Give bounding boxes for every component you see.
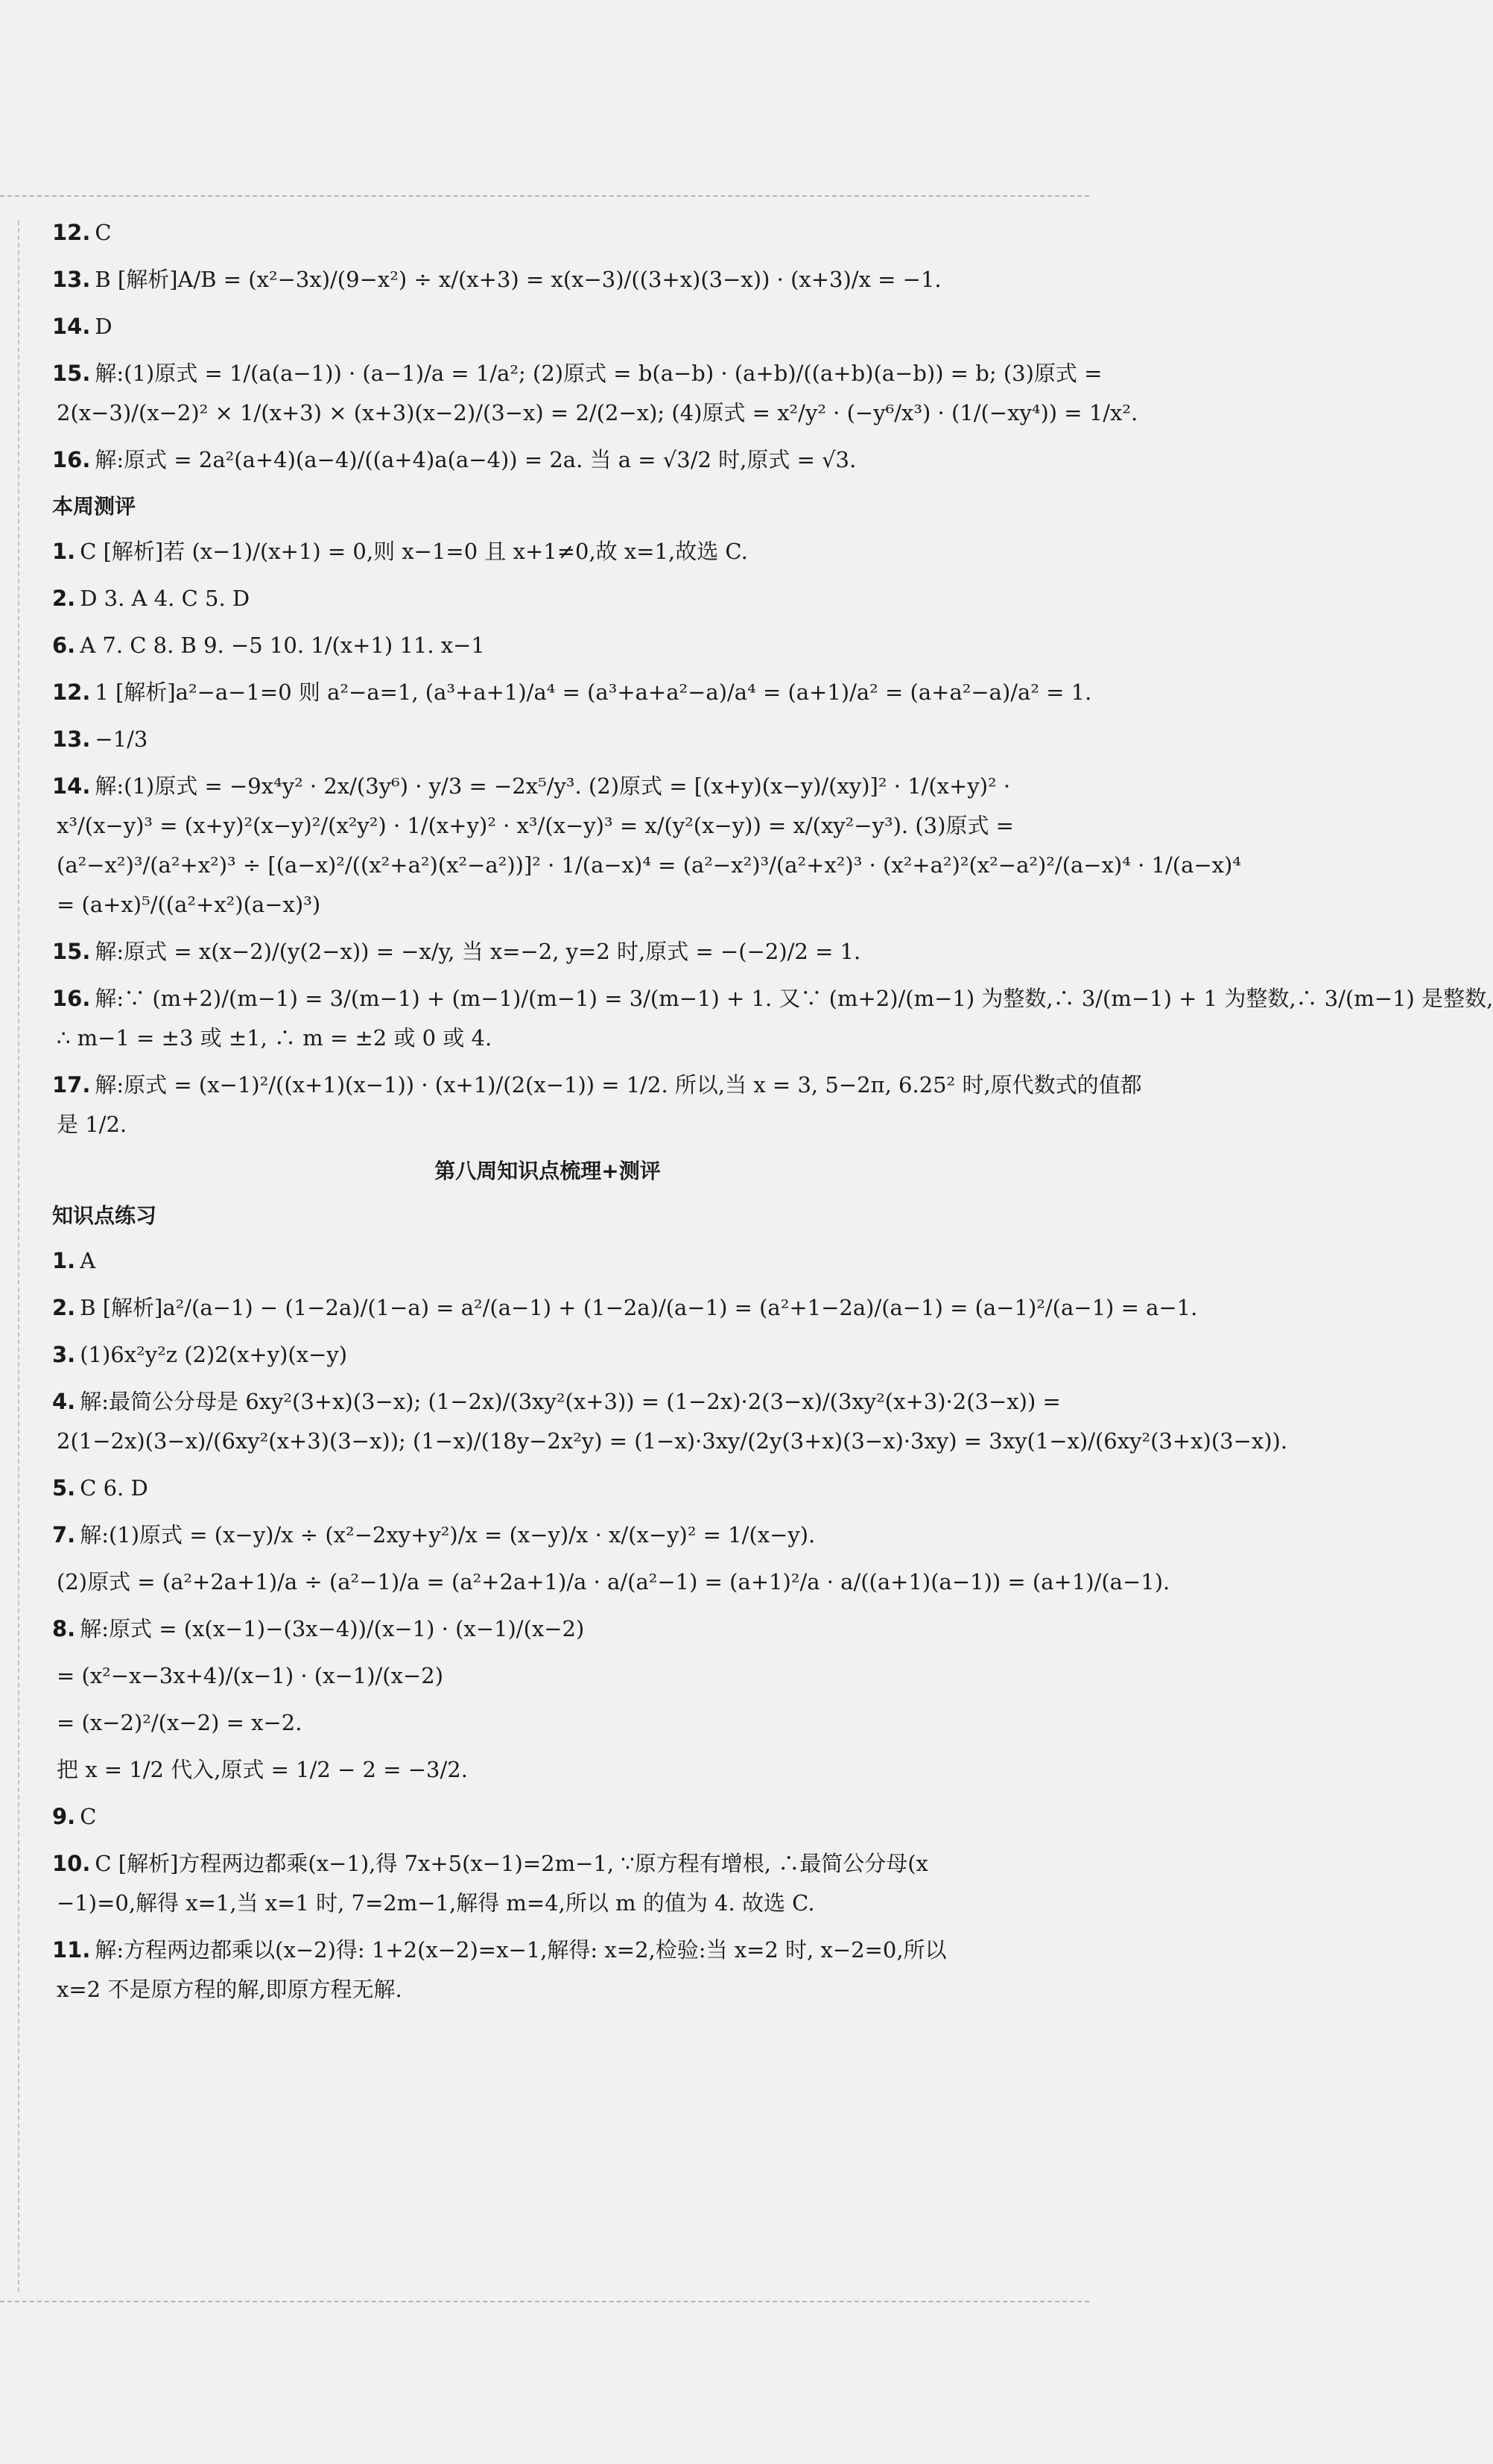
answer-line: 16. 解:∵ (m+2)/(m−1) = 3/(m−1) + (m−1)/(m−1) = 3/(m−1) + 1. 又∵ (m+2)/(m−1) 为整数,∴ 3/(m−1) + 1 为整数,∴ 3/(m−1) 是整数, bbox=[52, 986, 1493, 1011]
answers-before bbox=[52, 216, 1138, 476]
answer-line: 13. −1/3 bbox=[52, 726, 148, 752]
answer-line: 9. C bbox=[52, 1804, 97, 1829]
bottom-divider bbox=[0, 2301, 1089, 2302]
answer-line: 8. 解:原式 = (x(x−1)−(3x−4))/(x−1) · (x−1)/(x−2) bbox=[52, 1616, 585, 1641]
answer-line: 7. 解:(1)原式 = (x−y)/x ÷ (x²−2xy+y²)/x = (x−y)/x · x/(x−y)² = 1/(x−y). bbox=[52, 1522, 816, 1548]
answer-line: 5. C 6. D bbox=[52, 1475, 148, 1501]
answer-line: 2(x−3)/(x−2)² × 1/(x+3) × (x+3)(x−2)/(3−x) = 2/(2−x); (4)原式 = x²/y² · (−y⁶/x³) · (1/(−xy⁴)) = 1/x². bbox=[57, 400, 1138, 425]
answer-line: 2(1−2x)(3−x)/(6xy²(x+3)(3−x)); (1−x)/(18y−2x²y) = (1−x)·3xy/(2y(3+x)(3−x)·3xy) = 3xy(1−x)/(6xy²(3+x)(3−x)). bbox=[57, 1428, 1288, 1454]
section-heading: 本周测评 bbox=[52, 494, 136, 519]
answer-line: 14. D bbox=[52, 314, 112, 339]
answer-line: 2. B [解析]a²/(a−1) − (1−2a)/(1−a) = a²/(a−1) + (1−2a)/(a−1) = (a²+1−2a)/(a−1) = (a−1)²/(a−1) = a−1. bbox=[52, 1295, 1198, 1320]
answer-line: 11. 解:方程两边都乘以(x−2)得: 1+2(x−2)=x−1,解得: x=2,检验:当 x=2 时, x−2=0,所以 bbox=[52, 1937, 947, 1963]
answer-line: 14. 解:(1)原式 = −9x⁴y² · 2x/(3y⁶) · y/3 = −2x⁵/y³. (2)原式 = [(x+y)(x−y)/(xy)]² · 1/(x+y)² · bbox=[52, 773, 1011, 799]
section-heading: 知识点练习 bbox=[52, 1203, 157, 1228]
answer-line: 12. C bbox=[52, 220, 112, 245]
margin-line bbox=[18, 221, 19, 2292]
answer-line: 是 1/2. bbox=[57, 1112, 127, 1137]
answers-weekly-test bbox=[52, 535, 1493, 1141]
answer-line: (2)原式 = (a²+2a+1)/a ÷ (a²−1)/a = (a²+2a+1)/a · a/(a²−1) = (a+1)²/a · a/((a+1)(a−1)) = (a+1)/(a−1). bbox=[57, 1569, 1170, 1594]
answer-line: 10. C [解析]方程两边都乘(x−1),得 7x+5(x−1)=2m−1, ∵原方程有增根, ∴最简公分母(x bbox=[52, 1851, 928, 1876]
top-divider bbox=[0, 195, 1089, 197]
answer-line: x=2 不是原方程的解,即原方程无解. bbox=[57, 1977, 402, 2002]
answer-content bbox=[52, 216, 1493, 2020]
answer-line: (a²−x²)³/(a²+x²)³ ÷ [(a−x)²/((x²+a²)(x²−a²))]² · 1/(a−x)⁴ = (a²−x²)³/(a²+x²)³ · (x²+a²)²(x²−a²)²/(a−x)⁴ · 1/(a−x)⁴ bbox=[57, 852, 1241, 878]
week-title: 第八周知识点梳理+测评 bbox=[434, 1159, 661, 1183]
answer-line: 13. B [解析]A/B = (x²−3x)/(9−x²) ÷ x/(x+3) = x(x−3)/((3+x)(3−x)) · (x+3)/x = −1. bbox=[52, 267, 942, 292]
answer-line: 3. (1)6x²y²z (2)2(x+y)(x−y) bbox=[52, 1342, 348, 1367]
answer-line: 16. 解:原式 = 2a²(a+4)(a−4)/((a+4)a(a−4)) = 2a. 当 a = √3/2 时,原式 = √3. bbox=[52, 447, 857, 472]
answer-line: 1. A bbox=[52, 1248, 96, 1273]
answer-line: 4. 解:最简公分母是 6xy²(3+x)(3−x); (1−2x)/(3xy²(x+3)) = (1−2x)·2(3−x)/(3xy²(x+3)·2(3−x)) = bbox=[52, 1389, 1061, 1414]
answer-line: 17. 解:原式 = (x−1)²/((x+1)(x−1)) · (x+1)/(2(x−1)) = 1/2. 所以,当 x = 3, 5−2π, 6.25² 时,原代数式的值都 bbox=[52, 1072, 1142, 1098]
answer-line: 15. 解:原式 = x(x−2)/(y(2−x)) = −x/y, 当 x=−2, y=2 时,原式 = −(−2)/2 = 1. bbox=[52, 939, 861, 964]
answer-line: 1. C [解析]若 (x−1)/(x+1) = 0,则 x−1=0 且 x+1≠0,故 x=1,故选 C. bbox=[52, 539, 748, 564]
answer-line: = (x²−x−3x+4)/(x−1) · (x−1)/(x−2) bbox=[57, 1663, 444, 1688]
answer-line: = (x−2)²/(x−2) = x−2. bbox=[57, 1710, 302, 1735]
answer-line: −1)=0,解得 x=1,当 x=1 时, 7=2m−1,解得 m=4,所以 m 的值为 4. 故选 C. bbox=[57, 1890, 815, 1916]
answer-line: 6. A 7. C 8. B 9. −5 10. 1/(x+1) 11. x−1 bbox=[52, 633, 485, 658]
answer-line: = (a+x)⁵/((a²+x²)(a−x)³) bbox=[57, 892, 321, 917]
answer-line: 15. 解:(1)原式 = 1/(a(a−1)) · (a−1)/a = 1/a²; (2)原式 = b(a−b) · (a+b)/((a+b)(a−b)) = b; (3)原式 = bbox=[52, 361, 1103, 386]
answer-line: 把 x = 1/2 代入,原式 = 1/2 − 2 = −3/2. bbox=[57, 1757, 468, 1782]
answer-line: ∴ m−1 = ±3 或 ±1, ∴ m = ±2 或 0 或 4. bbox=[57, 1025, 492, 1051]
answer-line: 2. D 3. A 4. C 5. D bbox=[52, 586, 250, 611]
answer-line: x³/(x−y)³ = (x+y)²(x−y)²/(x²y²) · 1/(x+y)² · x³/(x−y)³ = x/(y²(x−y)) = x/(xy²−y³). (3)原式 = bbox=[57, 813, 1014, 838]
answer-line: 12. 1 [解析]a²−a−1=0 则 a²−a=1, (a³+a+1)/a⁴ = (a³+a+a²−a)/a⁴ = (a+1)/a² = (a+a²−a)/a² = 1. bbox=[52, 680, 1092, 705]
answers-knowledge-practice bbox=[52, 1244, 1288, 2006]
